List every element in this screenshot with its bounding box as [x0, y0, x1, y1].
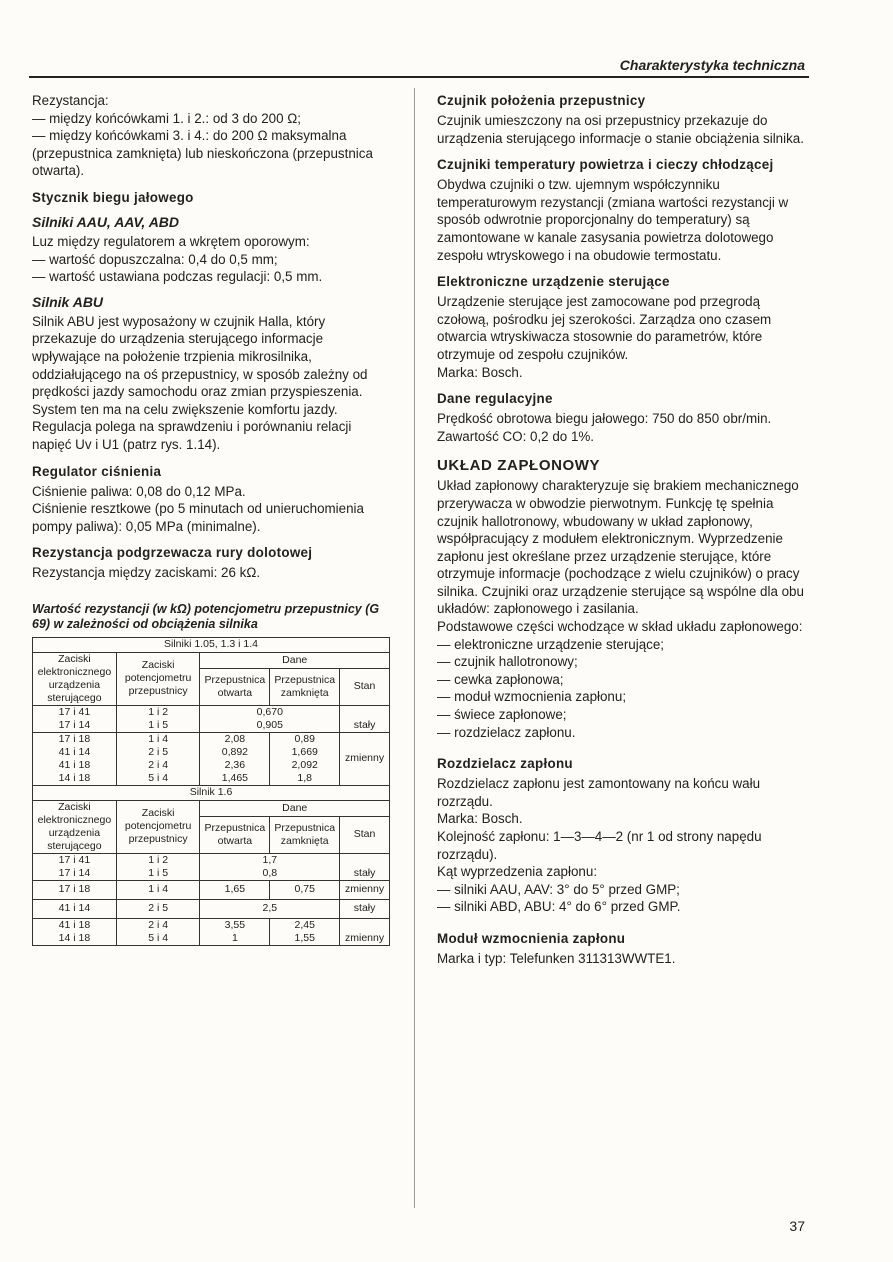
paragraph: Podstawowe części wchodzące w skład układu zapłonowego:: [437, 619, 803, 635]
table-cell: stały: [340, 899, 390, 918]
intro-line: Rezystancja:: [32, 93, 109, 108]
table-cell: zmienny: [340, 732, 390, 785]
list-item: — świece zapłonowe;: [437, 707, 567, 723]
list-item: — rozdzielacz zapłonu.: [437, 724, 576, 740]
col-header: Dane: [200, 800, 390, 816]
right-column: [437, 92, 805, 968]
paragraph: Luz między regulatorem a wkrętem oporowym:: [32, 233, 310, 249]
section-heading: Rozdzielacz zapłonu: [437, 756, 573, 772]
subsection-heading: Silniki AAU, AAV, ABD: [32, 213, 180, 230]
list-item: — cewka zapłonowa;: [437, 671, 564, 687]
paragraph: Regulacja polega na sprawdzeniu i porównaniu relacji napięć Uv i U1 (patrz rys. 1.14).: [32, 419, 352, 452]
running-header: Charakterystyka techniczna: [619, 57, 805, 73]
col-header: Przepustnica otwarta: [200, 816, 270, 853]
paragraph: Kolejność zapłonu: 1—3—4—2 (nr 1 od strony napędu rozrządu).: [437, 829, 762, 862]
paragraph: Marka: Bosch.: [437, 811, 523, 827]
paragraph: Rezystancja między zaciskami: 26 kΩ.: [32, 565, 261, 581]
col-header: Zaciski potencjometru przepustnicy: [116, 800, 200, 853]
col-header: Dane: [200, 652, 390, 668]
table-cell: stały: [340, 853, 390, 880]
section-heading: Stycznik biegu jałowego: [32, 189, 194, 205]
list-item: — moduł wzmocnienia zapłonu;: [437, 689, 627, 705]
table-cell: zmienny: [340, 880, 390, 899]
col-header: Stan: [340, 816, 390, 853]
table-cell: 41 i 14: [33, 899, 117, 918]
table-cell: zmienny: [340, 918, 390, 945]
col-header: Stan: [340, 668, 390, 705]
table-cell: 2 i 5: [116, 899, 200, 918]
section-heading: Elektroniczne urządzenie sterujące: [437, 274, 670, 290]
paragraph: — wartość ustawiana podczas regulacji: 0,5 mm.: [32, 269, 323, 285]
section-heading: Regulator ciśnienia: [32, 463, 162, 479]
col-header: Zaciski elektronicznego urządzenia sterującego: [33, 652, 117, 705]
table-cell: 1 i 4: [116, 880, 200, 899]
paragraph: Prędkość obrotowa biegu jałowego: 750 do 850 obr/min.: [437, 411, 772, 427]
table-cell: 2,5: [200, 899, 340, 918]
table-cell: 1 i 4 2 i 5 2 i 4 5 i 4: [116, 732, 200, 785]
table-cell: 17 i 18: [33, 880, 117, 899]
table-cell: 2 i 4 5 i 4: [116, 918, 200, 945]
col-header: Przepustnica zamknięta: [270, 668, 340, 705]
table-cell: 0,89 1,669 2,092 1,8: [270, 732, 340, 785]
page-number: 37: [789, 1218, 805, 1234]
section-heading: Rezystancja podgrzewacza rury dolotowej: [32, 545, 313, 561]
table-cell: 17 i 41 17 i 14: [33, 705, 117, 732]
paragraph: Urządzenie sterujące jest zamocowane pod przegrodą czołową, pośrodku jej szerokości. Zarządza ono czasem otwarcia wtryskiwacza stosownie do parametrów, które otrzymuje od zespołu czujników.: [437, 294, 772, 362]
table-cell: 1,7 0,8: [200, 853, 340, 880]
table-title: Silniki 1.05, 1.3 i 1.4: [33, 637, 390, 652]
table-cell: 1 i 2 1 i 5: [116, 705, 200, 732]
col-header: Zaciski potencjometru przepustnicy: [116, 652, 200, 705]
col-header: Zaciski elektronicznego urządzenia sterującego: [33, 800, 117, 853]
section-heading: Czujniki temperatury powietrza i cieczy chłodzącej: [437, 157, 774, 173]
paragraph: Rozdzielacz zapłonu jest zamontowany na końcu wału rozrządu.: [437, 776, 761, 809]
chapter-heading: UKŁAD ZAPŁONOWY: [437, 457, 601, 475]
list-item: — czujnik hallotronowy;: [437, 654, 578, 670]
paragraph: Obydwa czujniki o tzw. ujemnym współczynniku temperaturowym rezystancji (zmiana wartości rezystancji w sposób odwrotnie proporcjonalny do temperatury) są zamontowane w kanale zasysania powietrza dolotowego zespołu wtryskowego i na obudowie termostatu.: [437, 177, 789, 263]
col-header: Przepustnica zamknięta: [270, 816, 340, 853]
table-cell: 2,08 0,892 2,36 1,465: [200, 732, 270, 785]
paragraph: Ciśnienie paliwa: 0,08 do 0,12 MPa.: [32, 483, 246, 499]
table-cell: 17 i 18 41 i 14 41 i 18 14 i 18: [33, 732, 117, 785]
table-cell: 1 i 2 1 i 5: [116, 853, 200, 880]
intro-line: — między końcówkami 1. i 2.: od 3 do 200 Ω;: [32, 110, 302, 126]
paragraph: — wartość dopuszczalna: 0,4 do 0,5 mm;: [32, 251, 278, 267]
list-item: — elektroniczne urządzenie sterujące;: [437, 636, 665, 652]
paragraph: Zawartość CO: 0,2 do 1%.: [437, 428, 595, 444]
section-heading: Moduł wzmocnienia zapłonu: [437, 930, 626, 946]
paragraph: Czujnik umieszczony na osi przepustnicy przekazuje do urządzenia sterującego informacje o stanie obciążenia silnika.: [437, 113, 804, 146]
paragraph: Marka i typ: Telefunken 311313WWTE1.: [437, 950, 676, 966]
left-column: [32, 92, 390, 946]
paragraph: Marka: Bosch.: [437, 364, 523, 380]
section-heading: Czujnik położenia przepustnicy: [437, 93, 646, 108]
table-cell: 41 i 18 14 i 18: [33, 918, 117, 945]
table-cell: 2,45 1,55: [270, 918, 340, 945]
paragraph: Silnik ABU jest wyposażony w czujnik Halla, który przekazuje do urządzenia sterującego informacje wpływające na położenie trzpienia mikrosilnika, oddziałującego na oś przepustnicy, w sposób zależny od prędkości jazdy samochodu oraz zmian przyspieszenia. System ten ma na celu zwiększenie komfortu jazdy.: [32, 313, 368, 417]
header-rule: [29, 76, 809, 78]
table-cell: 3,55 1: [200, 918, 270, 945]
col-header: Przepustnica otwarta: [200, 668, 270, 705]
resistance-table: [32, 637, 390, 946]
intro-line: — między końcówkami 3. i 4.: do 200 Ω maksymalna (przepustnica zamknięta) lub nieskończona (przepustnica otwarta).: [32, 128, 373, 179]
column-divider: [414, 88, 415, 1208]
table-cell: 1,65: [200, 880, 270, 899]
table-cell: 0,75: [270, 880, 340, 899]
section-heading: Dane regulacyjne: [437, 391, 553, 407]
paragraph: Kąt wyprzedzenia zapłonu:: [437, 864, 598, 880]
subsection-heading: Silnik ABU: [32, 293, 104, 310]
paragraph: — silniki ABD, ABU: 4° do 6° przed GMP.: [437, 899, 681, 915]
paragraph: Ciśnienie resztkowe (po 5 minutach od unieruchomienia pompy paliwa): 0,05 MPa (minimalne).: [32, 501, 364, 534]
table-cell: 17 i 41 17 i 14: [33, 853, 117, 880]
paragraph: — silniki AAU, AAV: 3° do 5° przed GMP;: [437, 881, 680, 897]
table-cell: 0,670 0,905: [200, 705, 340, 732]
table-title: Silnik 1.6: [33, 785, 390, 800]
paragraph: Układ zapłonowy charakteryzuje się brakiem mechanicznego przerywacza w obwodzie pierwotnym. Funkcję tę spełnia czujnik hallotronowy, wbudowany w układ zapłonowy, współpracujący z modułem elektronicznym. Wyprzedzenie zapłonu jest określane przez urządzenie sterujące, które otrzymuje informacje (pochodzące z wielu czujników) o pracy silnika. Czujniki oraz urządzenie sterujące są wspólne dla obu układów: zapłonowego i zasilania.: [437, 478, 804, 617]
table-cell: stały: [340, 705, 390, 732]
table-caption: Wartość rezystancji (w kΩ) potencjometru przepustnicy (G 69) w zależności od obciążenia silnika: [32, 601, 380, 632]
